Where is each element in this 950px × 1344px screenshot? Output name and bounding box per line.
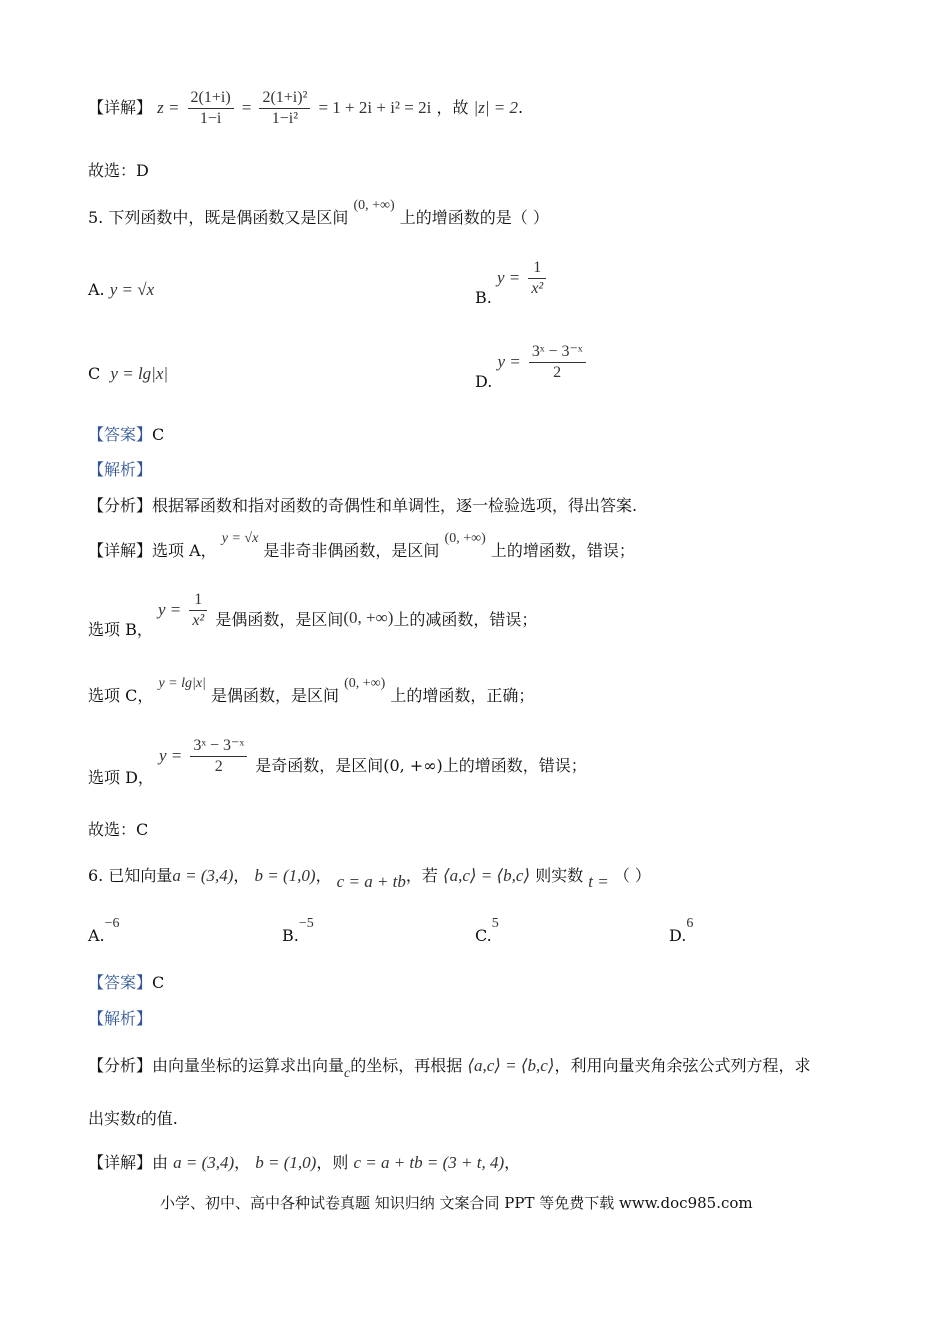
interval: (0, +∞) [353, 198, 395, 213]
q6-analysis-tag: 【解析】 [88, 1009, 153, 1028]
q5-final: 故选：C [88, 820, 149, 839]
q5-answer: 【答案】C [88, 425, 165, 444]
q5-detail-d: 选项 D， y = $\frac{\text{3ˣ − 3⁻ˣ}}{2}$ 是奇函数，是区间(0, +∞)上的增函数，错误； [88, 737, 587, 787]
q6-fenxi-cont: 出实数t的值. [88, 1109, 178, 1128]
q5-option-c: C y = lg|x| [88, 364, 169, 383]
fraction-1: $\frac{2(1+i)}{1-i}$ [188, 88, 234, 129]
fraction-2: $\frac{\text{2(1+i)²}}{\text{1−i²}}$ [259, 88, 310, 129]
q6-answer: 【答案】C [88, 973, 165, 992]
q6-option-d: D.6 [669, 916, 694, 945]
q5-detail-c: 选项 C， y = lg|x| 是偶函数，是区间 (0, +∞) 上的增函数，正确； [88, 676, 535, 705]
q6-fenxi: 【分析】由向量坐标的运算求出向量c的坐标，再根据 ⟨a,c⟩ = ⟨b,c⟩，利用向量夹角余弦公式列方程，求 [88, 1056, 811, 1081]
detail-tag: 【详解】 [88, 98, 153, 117]
q5-detail-a: 【详解】选项 A， y = √x 是非奇非偶函数，是区间 (0, +∞) 上的增函数，错误； [88, 531, 635, 560]
detail-line-1: 【详解】 z = $\frac{2(1+i)}{1-i}$ = $\frac{\text{2(1+i)²}}{\text{1−i²}}$ = 1 + 2i + i² = 2i ，故 |z| = 2. [88, 89, 524, 127]
page-footer: 小学、初中、高中各种试卷真题 知识归纳 文案合同 PPT 等免费下载 www.doc985.com [160, 1194, 753, 1212]
q5-analysis-tag: 【解析】 [88, 460, 153, 479]
q5-option-b: B. y = $\frac{1}{\text{x²}}$ [475, 258, 549, 299]
q5-option-a: A. y = √x [88, 280, 155, 299]
z-lhs: z = [157, 98, 180, 117]
q5-option-d: D. y = $\frac{\text{3ˣ − 3⁻ˣ}}{2}$ [475, 342, 589, 383]
answer-select-d: 故选：D [88, 161, 149, 180]
q5-stem: 5. 下列函数中，既是偶函数又是区间 (0, +∞) 上的增函数的是（ ） [88, 198, 549, 227]
q6-stem: 6. 已知向量a = (3,4)， b = (1,0)， c = a + tb，若 ⟨a,c⟩ = ⟨b,c⟩ 则实数 t = （ ） [88, 866, 651, 891]
equation-rest: = 1 + 2i + i² = 2i [318, 98, 432, 117]
abs-z: |z| = 2 [473, 98, 518, 117]
q6-detail: 【详解】由 a = (3,4)， b = (1,0)，则 c = a + tb = (3 + t, 4)， [88, 1153, 521, 1172]
q6-option-a: A.−6 [88, 916, 120, 945]
q6-option-c: C.5 [475, 916, 499, 945]
q5-detail-b: 选项 B， y = $\frac{1}{\text{x²}}$ 是偶函数，是区间(0, +∞)上的减函数，错误； [88, 591, 538, 639]
q6-option-b: B.−5 [282, 916, 314, 945]
q5-fenxi: 【分析】根据幂函数和指对函数的奇偶性和单调性，逐一检验选项，得出答案. [88, 496, 638, 515]
